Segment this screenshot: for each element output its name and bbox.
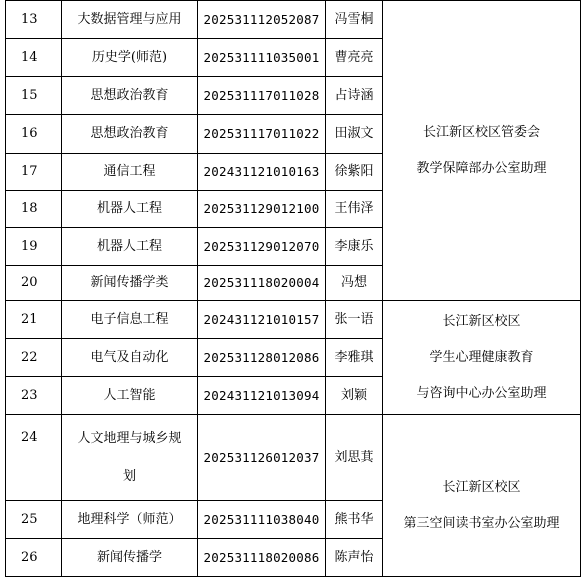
student-id-cell: 202531129012070	[198, 228, 326, 266]
major-cell: 新闻传播学	[62, 539, 198, 577]
table-row	[6, 415, 581, 501]
student-id-cell: 202531111038040	[198, 501, 326, 539]
major-cell: 人工智能	[62, 377, 198, 415]
student-name-cell: 冯雪桐	[326, 1, 383, 39]
row-number: 15	[6, 77, 62, 115]
student-name-cell: 田淑文	[326, 115, 383, 154]
row-number: 19	[6, 228, 62, 266]
major-cell: 历史学(师范)	[62, 39, 198, 77]
student-id-cell: 202531118020086	[198, 539, 326, 577]
student-id-cell: 202531117011028	[198, 77, 326, 115]
table-row	[6, 301, 581, 339]
student-name-cell: 占诗涵	[326, 77, 383, 115]
student-name-cell: 刘思萁	[326, 415, 383, 501]
student-name-cell: 冯想	[326, 266, 383, 301]
row-number: 22	[6, 339, 62, 377]
post-line: 长江新区校区	[442, 479, 521, 495]
post-cell	[383, 415, 581, 577]
post-line: 长江新区校区	[442, 313, 521, 329]
student-id-cell: 202431121013094	[198, 377, 326, 415]
row-number: 25	[6, 501, 62, 539]
major-cell: 地理科学（师范）	[62, 501, 198, 539]
major-cell	[62, 415, 198, 501]
student-name-cell: 李康乐	[326, 228, 383, 266]
post-cell	[383, 1, 581, 301]
student-id-cell: 202531126012037	[198, 415, 326, 501]
post-line: 与咨询中心办公室助理	[416, 385, 547, 401]
row-number: 18	[6, 191, 62, 228]
major-cell: 大数据管理与应用	[62, 1, 198, 39]
row-number: 14	[6, 39, 62, 77]
table-row	[6, 1, 581, 39]
major-line: 人文地理与城乡规	[77, 430, 182, 446]
student-id-cell: 202431121010163	[198, 154, 326, 191]
major-line: 划	[122, 468, 136, 484]
post-line: 长江新区校区管委会	[422, 124, 540, 140]
assignment-table	[5, 0, 581, 577]
student-name-cell: 张一语	[326, 301, 383, 339]
student-id-cell: 202531118020004	[198, 266, 326, 301]
post-line: 第三空间读书室办公室助理	[403, 515, 560, 531]
student-id-cell: 202531112052087	[198, 1, 326, 39]
major-cell: 思想政治教育	[62, 77, 198, 115]
major-cell: 思想政治教育	[62, 115, 198, 154]
row-number: 20	[6, 266, 62, 301]
student-id-cell: 202531117011022	[198, 115, 326, 154]
row-number: 23	[6, 377, 62, 415]
major-cell: 新闻传播学类	[62, 266, 198, 301]
major-cell: 电子信息工程	[62, 301, 198, 339]
student-id-cell: 202431121010157	[198, 301, 326, 339]
student-name-cell: 陈声怡	[326, 539, 383, 577]
student-name-cell: 王伟泽	[326, 191, 383, 228]
post-line: 教学保障部办公室助理	[416, 160, 547, 176]
row-number: 24	[6, 415, 62, 501]
student-name-cell: 刘颖	[326, 377, 383, 415]
row-number: 17	[6, 154, 62, 191]
student-name-cell: 曹亮亮	[326, 39, 383, 77]
row-number: 16	[6, 115, 62, 154]
row-number: 13	[6, 1, 62, 39]
post-cell	[383, 301, 581, 415]
student-id-cell: 202531128012086	[198, 339, 326, 377]
row-number: 26	[6, 539, 62, 577]
post-line: 学生心理健康教育	[429, 349, 534, 365]
major-cell: 电气及自动化	[62, 339, 198, 377]
student-id-cell: 202531111035001	[198, 39, 326, 77]
major-cell: 通信工程	[62, 154, 198, 191]
student-name-cell: 熊书华	[326, 501, 383, 539]
row-number: 21	[6, 301, 62, 339]
major-cell: 机器人工程	[62, 191, 198, 228]
student-id-cell: 202531129012100	[198, 191, 326, 228]
student-name-cell: 李雅琪	[326, 339, 383, 377]
major-cell: 机器人工程	[62, 228, 198, 266]
student-name-cell: 徐紫阳	[326, 154, 383, 191]
